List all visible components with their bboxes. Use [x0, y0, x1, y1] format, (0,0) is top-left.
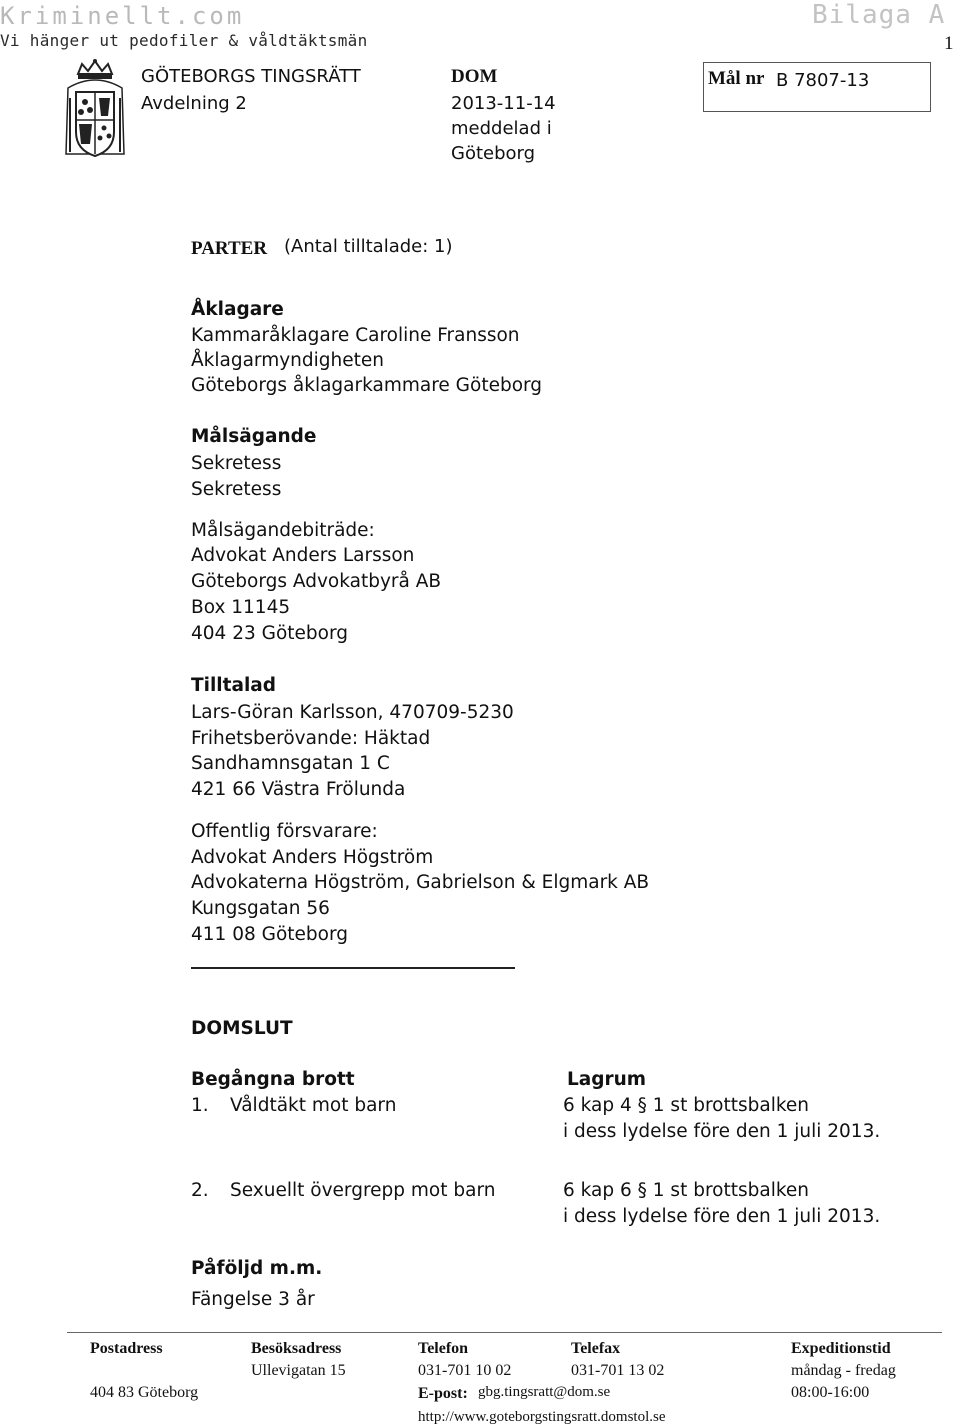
defender-line: Kungsgatan 56: [191, 898, 330, 919]
footer-fax-label: Telefax: [571, 1340, 621, 1357]
watermark-tagline: Vi hänger ut pedofiler & våldtäktsmän: [0, 31, 368, 50]
crime-number: 2.: [191, 1180, 209, 1201]
crime-law-note: i dess lydelse före den 1 juli 2013.: [563, 1206, 881, 1227]
defendant-line: 421 66 Västra Frölunda: [191, 779, 406, 800]
defender-line: Offentlig försvarare:: [191, 821, 378, 842]
case-number-label: Mål nr: [708, 68, 765, 89]
counsel-line: Målsägandebiträde:: [191, 520, 375, 541]
defender-line: Advokaterna Högström, Gabrielson & Elgmark AB: [191, 872, 650, 893]
crime-law-note: i dess lydelse före den 1 juli 2013.: [563, 1121, 881, 1142]
section-divider: [191, 967, 515, 969]
footer-fax-value: 031-701 13 02: [571, 1362, 665, 1379]
court-name: GÖTEBORGS TINGSRÄTT: [141, 66, 361, 87]
prosecutor-line: Åklagarmyndigheten: [191, 350, 384, 371]
page-number: 1: [944, 33, 954, 54]
court-division: Avdelning 2: [141, 93, 247, 114]
crime-law: 6 kap 6 § 1 st brottsbalken: [563, 1180, 809, 1201]
defender-line: Advokat Anders Högström: [191, 847, 434, 868]
defendant-line: Sandhamnsgatan 1 C: [191, 753, 390, 774]
case-number: B 7807-13: [776, 70, 870, 91]
law-heading: Lagrum: [567, 1069, 647, 1090]
sanction-heading: Påföljd m.m.: [191, 1258, 323, 1279]
judgment-date: 2013-11-14: [451, 93, 556, 114]
footer-visit-value: Ullevigatan 15: [251, 1362, 346, 1379]
counsel-line: Advokat Anders Larsson: [191, 545, 415, 566]
crime-number: 1.: [191, 1095, 209, 1116]
footer-hours-label: Expeditionstid: [791, 1340, 891, 1357]
prosecutor-line: Kammaråklagare Caroline Fransson: [191, 325, 520, 346]
counsel-line: Göteborgs Advokatbyrå AB: [191, 571, 442, 592]
issued-place: Göteborg: [451, 143, 536, 164]
plaintiff-line: Sekretess: [191, 453, 282, 474]
counsel-line: 404 23 Göteborg: [191, 623, 348, 644]
defendant-count: (Antal tilltalade: 1): [284, 236, 453, 257]
document-type: DOM: [451, 66, 498, 87]
prosecutor-line: Göteborgs åklagarkammare Göteborg: [191, 375, 543, 396]
footer-email-label: E-post:: [418, 1385, 468, 1402]
footer-hours-days: måndag - fredag: [791, 1362, 896, 1379]
footer-postal-label: Postadress: [90, 1340, 163, 1357]
defendant-line: Frihetsberövande: Häktad: [191, 728, 431, 749]
parties-heading: PARTER: [191, 238, 268, 259]
prosecutor-heading: Åklagare: [191, 299, 284, 320]
footer-phone-value: 031-701 10 02: [418, 1362, 512, 1379]
plaintiff-line: Sekretess: [191, 479, 282, 500]
sanction: Fängelse 3 år: [191, 1289, 315, 1310]
footer-website-link[interactable]: http://www.goteborgstingsratt.domstol.se: [418, 1409, 666, 1425]
defender-line: 411 08 Göteborg: [191, 924, 348, 945]
defendant-line: Lars-Göran Karlsson, 470709-5230: [191, 702, 514, 723]
footer-divider: [67, 1332, 942, 1333]
swedish-court-coat-of-arms-icon: [64, 58, 126, 160]
footer-phone-label: Telefon: [418, 1340, 469, 1357]
footer-hours-time: 08:00-16:00: [791, 1384, 870, 1401]
crime-name: Våldtäkt mot barn: [230, 1095, 397, 1116]
footer-email-link[interactable]: gbg.tingsratt@dom.se: [478, 1384, 611, 1400]
issued-label: meddelad i: [451, 118, 552, 139]
bilaga-label: Bilaga A: [812, 0, 946, 30]
watermark-site: Kriminellt.com: [0, 2, 245, 30]
counsel-line: Box 11145: [191, 597, 291, 618]
footer-visit-label: Besöksadress: [251, 1340, 342, 1357]
crime-name: Sexuellt övergrepp mot barn: [230, 1180, 496, 1201]
footer-postal-value: 404 83 Göteborg: [90, 1384, 199, 1401]
plaintiff-heading: Målsägande: [191, 426, 317, 447]
verdict-heading: DOMSLUT: [191, 1018, 293, 1039]
crime-law: 6 kap 4 § 1 st brottsbalken: [563, 1095, 809, 1116]
defendant-heading: Tilltalad: [191, 675, 277, 696]
crimes-heading: Begångna brott: [191, 1069, 355, 1090]
